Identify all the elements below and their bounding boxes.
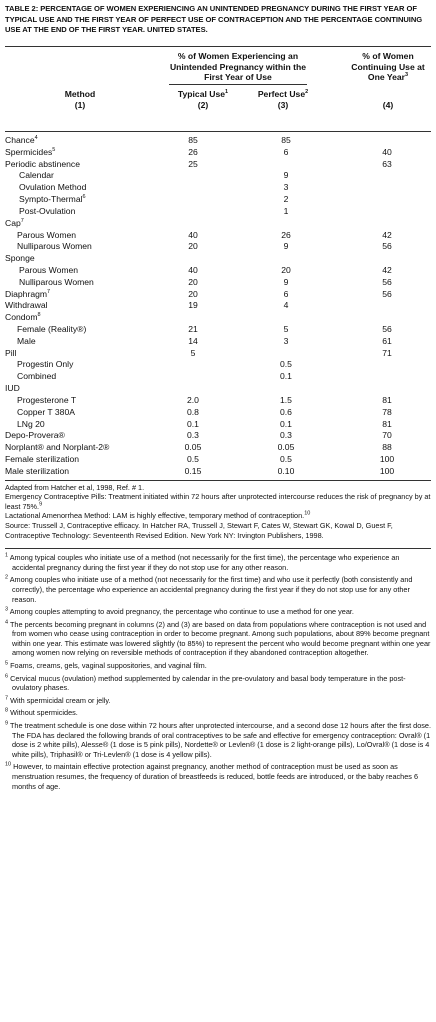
method-label: Method	[64, 89, 96, 99]
perfect-use-cell: 6	[283, 288, 289, 299]
method-cell	[17, 241, 92, 253]
method-cell	[19, 182, 86, 194]
footnote-ref: 7	[20, 217, 24, 224]
lam-text: Lactational Amenorrhea Method: LAM is highly effective, temporary method of contraception.	[5, 511, 305, 521]
footnote-text: The percents becoming pregnant in columns (2) and (3) are based on data from populations where contraception is not used and from women who cease using contraception in order to become pregnant. Among such populations, about 89% become pregnant within one year. This estimate was lowered slightly (to 85%) to represent the percent who would become pregnant within one year among women now relying on reversible methods of contraception if they abandoned contraception altogether.	[9, 619, 431, 658]
table-row	[5, 147, 431, 159]
continuing-use-cell: 88	[382, 442, 392, 453]
table-row	[5, 253, 431, 265]
perfect-sup: 2	[305, 89, 309, 96]
method-name: Diaphragm	[5, 288, 48, 299]
footnote-ref: 7	[47, 288, 51, 295]
method-cell	[17, 359, 73, 371]
continuing-use-sup: 3	[405, 72, 409, 79]
typical-use-cell: 20	[188, 241, 198, 252]
lam-sup: 10	[304, 510, 311, 517]
table-row	[5, 442, 431, 454]
continuing-use-label: % of Women Continuing Use at One Year	[351, 51, 425, 83]
method-cell	[19, 170, 54, 182]
ecp-sup: 9	[39, 501, 43, 508]
method-cell	[17, 324, 86, 336]
perfect-use-cell: 0.3	[280, 430, 292, 441]
table-row	[5, 277, 431, 289]
typical-use-cell: 0.15	[184, 465, 202, 476]
table-row	[5, 265, 431, 277]
perfect-use-cell: 1.5	[280, 394, 292, 405]
footnote-number: 3	[5, 606, 9, 613]
method-cell	[19, 206, 75, 218]
typical-use-cell: 0.8	[187, 406, 199, 417]
continuing-use-cell: 56	[382, 276, 392, 287]
footnote-ref: 5	[52, 146, 56, 153]
method-cell	[5, 383, 20, 395]
method-name: Male sterilization	[5, 465, 69, 476]
table-row	[5, 324, 431, 336]
footnote	[5, 696, 431, 706]
method-cell	[19, 194, 86, 206]
method-cell	[17, 395, 76, 407]
method-cell	[5, 218, 24, 230]
table-row	[5, 348, 431, 360]
table-row	[5, 170, 431, 182]
table-row	[5, 194, 431, 206]
table-row	[5, 336, 431, 348]
table-caption: TABLE 2: PERCENTAGE OF WOMEN EXPERIENCING AN UNINTENDED PREGNANCY DURING THE FIRST YEAR OF TYPICAL USE AND THE FIRST YEAR OF PERFECT USE OF CONTRACEPTION AND THE PERCENTAGE CONTINUING USE AT THE END OF THE FIRST YEAR. UNITED STATES.	[5, 4, 423, 35]
typical-use-cell: 19	[188, 300, 198, 311]
footnote-number: 5	[5, 660, 9, 667]
perfect-use-cell: 3	[283, 335, 289, 346]
method-name: LNg 20	[17, 418, 45, 429]
table-row	[5, 218, 431, 230]
footnote-text: Among couples who initiate use of a method (not necessarily for the first time) and who use it perfectly (both consistently and correctly), the percentage who experience an accidental pregnancy during the first year if they do not stop use for any other reason.	[9, 575, 413, 604]
perfect-use-cell: 0.5	[280, 359, 292, 370]
typical-use-cell: 40	[188, 264, 198, 275]
continuing-use-cell: 78	[382, 406, 392, 417]
perfect-use-cell: 9	[283, 170, 289, 181]
table-body	[5, 132, 431, 481]
typical-use-header	[163, 89, 243, 111]
table-row	[5, 395, 431, 407]
method-name: Female sterilization	[5, 453, 80, 464]
footnote-number: 10	[5, 761, 12, 768]
table-row	[5, 241, 431, 253]
method-name: Male	[17, 335, 36, 346]
pregnancy-group-label: % of Women Experiencing an Unintended Pregnancy within the First Year of Use	[169, 51, 307, 83]
method-name: Norplant® and Norplant-2®	[5, 442, 110, 453]
perfect-use-cell: 4	[283, 300, 289, 311]
footnote-number: 7	[5, 695, 9, 702]
method-column-header	[5, 89, 155, 111]
adapted-note: Adapted from Hatcher et al, 1998, Ref. # 1.	[5, 482, 145, 492]
method-name: Depo-Provera®	[5, 430, 65, 441]
method-num: (1)	[74, 100, 86, 110]
perfect-use-cell: 2	[283, 194, 289, 205]
footnote-number: 9	[5, 720, 9, 727]
perfect-use-cell: 9	[283, 241, 289, 252]
perfect-use-cell: 6	[283, 146, 289, 157]
footnote	[5, 620, 431, 658]
perfect-use-cell: 0.1	[280, 371, 292, 382]
typical-num: (2)	[197, 100, 209, 110]
typical-use-cell: 5	[190, 347, 196, 358]
perfect-use-cell: 0.6	[280, 406, 292, 417]
method-name: Combined	[17, 371, 57, 382]
method-cell	[17, 371, 56, 383]
table-notes	[5, 481, 431, 541]
table-row	[5, 383, 431, 395]
method-cell	[17, 230, 76, 242]
method-cell	[5, 466, 69, 478]
footnote	[5, 575, 431, 604]
footnote-ref: 6	[82, 194, 86, 201]
table-row	[5, 206, 431, 218]
typical-use-cell: 0.3	[187, 430, 199, 441]
continuing-use-cell: 81	[382, 394, 392, 405]
table-row	[5, 312, 431, 324]
typical-use-cell: 14	[188, 335, 198, 346]
footnote-text: Among typical couples who initiate use of a method (not necessarily for the first time), the percentage who experience an accidental pregnancy during the first year if they do not stop use for any other reason.	[9, 553, 400, 572]
table-row	[5, 230, 431, 242]
typical-use-cell: 25	[188, 158, 198, 169]
table-row	[5, 419, 431, 431]
method-cell	[5, 454, 79, 466]
group-underline	[169, 84, 307, 85]
continuing-use-cell: 61	[382, 335, 392, 346]
method-name: IUD	[5, 383, 20, 394]
perfect-use-cell: 5	[283, 324, 289, 334]
col4-num: (4)	[382, 100, 394, 110]
method-cell	[5, 159, 80, 171]
perfect-use-cell: 0.05	[277, 442, 295, 453]
table-row	[5, 300, 431, 312]
typical-use-cell: 21	[188, 324, 198, 334]
footnote-text: Without spermicides.	[10, 708, 78, 718]
perfect-use-cell: 1	[283, 205, 289, 216]
typical-use-cell: 20	[188, 288, 198, 299]
method-cell	[17, 336, 36, 348]
perfect-num: (3)	[277, 100, 289, 110]
continuing-use-cell: 40	[382, 146, 392, 157]
table-row	[5, 159, 431, 171]
footnote	[5, 553, 431, 572]
source-note: Source: Trussell J, Contraceptive efficacy. In Hatcher RA, Trussell J, Stewart F, Cates W, Stewart GK, Kowal D, Guest F, Contraceptive Technology: Seventeenth Revised Edition. New York NY: Irvington Publishers, 1998.	[5, 520, 393, 540]
method-cell	[5, 147, 55, 159]
method-name: Parous Women	[17, 229, 77, 240]
continuing-use-cell: 70	[382, 430, 392, 441]
method-cell	[5, 430, 65, 442]
method-cell	[5, 253, 35, 265]
footnotes	[5, 548, 431, 791]
footnote-number: 6	[5, 673, 9, 680]
typical-use-cell: 26	[188, 146, 198, 157]
perfect-use-cell: 0.5	[280, 453, 292, 464]
footnote-ref: 4	[34, 135, 38, 142]
ecp-text: Emergency Contraceptive Pills: Treatment initiated within 72 hours after unprotected intercourse reduces the risk of pregnancy by at least 75%.	[5, 492, 431, 511]
footnote	[5, 674, 431, 693]
typical-label: Typical Use	[177, 89, 226, 99]
table-row	[5, 135, 431, 147]
footnote	[5, 708, 431, 718]
method-cell	[5, 289, 50, 301]
footnote	[5, 721, 431, 759]
method-name: Nulliparous Women	[17, 241, 92, 252]
method-cell	[5, 312, 41, 324]
footnote-number: 2	[5, 574, 9, 581]
method-cell	[17, 419, 45, 431]
method-name: Nulliparous Women	[19, 276, 94, 287]
method-name: Post-Ovulation	[19, 205, 76, 216]
method-name: Female (Reality®)	[17, 324, 87, 334]
footnote-text: Among couples attempting to avoid pregnancy, the percentage who continue to use a method for one year.	[9, 607, 354, 617]
table-row	[5, 407, 431, 419]
ecp-note	[5, 492, 431, 511]
continuing-use-header	[345, 51, 431, 83]
continuing-use-cell: 100	[379, 453, 395, 464]
method-name: Withdrawal	[5, 300, 48, 311]
footnote-text: However, to maintain effective protection against pregnancy, another method of contraception must be used as soon as menstruation resumes, the frequency of duration of breastfeeds is reduced, bottle feeds are introduced, or the baby reaches 6 months of age.	[12, 762, 419, 791]
continuing-use-cell: 56	[382, 324, 392, 334]
typical-use-cell: 85	[188, 135, 198, 145]
table-row	[5, 371, 431, 383]
method-name: Calendar	[19, 170, 54, 181]
table-row	[5, 466, 431, 478]
method-name: Ovulation Method	[19, 182, 87, 193]
lam-note	[5, 511, 431, 521]
perfect-use-cell: 0.1	[280, 418, 292, 429]
perfect-use-cell: 3	[283, 182, 289, 193]
table-row	[5, 182, 431, 194]
pregnancy-group-header	[163, 51, 313, 83]
continuing-use-cell: 63	[382, 158, 392, 169]
perfect-use-header	[243, 89, 323, 111]
perfect-use-cell: 0.10	[277, 465, 295, 476]
method-cell	[5, 442, 109, 454]
method-name: Pill	[5, 347, 17, 358]
table-row	[5, 430, 431, 442]
continuing-use-cell: 100	[379, 465, 395, 476]
continuing-use-cell: 81	[382, 418, 392, 429]
footnote-text: The treatment schedule is one dose within 72 hours after unprotected intercourse, and a second dose 12 hours after the first dose. The FDA has declared the following brands of oral contraceptives to be safe and effective for emergency contraception: Ovral® (1 dose is 2 white pills), Alesse® (1 dose is 5 pink pills), Nordette® or Levlen® (1 dose is 2 light-orange pills), Lo/Ovral® (1 dose is 4 white pills), Triphasil® or Tri-Levlen® (1 dose is 4 yellow pills).	[9, 721, 432, 759]
perfect-use-cell: 9	[283, 276, 289, 287]
footnote-number: 4	[5, 619, 9, 626]
method-name: Spermicides	[5, 146, 53, 157]
method-name: Condom	[5, 312, 38, 323]
typical-use-cell: 0.05	[184, 442, 202, 453]
method-cell	[17, 407, 75, 419]
method-name: Sympto-Thermal	[19, 194, 83, 205]
typical-use-cell: 20	[188, 276, 198, 287]
continuing-use-cell: 71	[382, 347, 392, 358]
method-cell	[19, 265, 78, 277]
footnote-text: Foams, creams, gels, vaginal suppositories, and vaginal film.	[10, 661, 207, 671]
method-name: Sponge	[5, 253, 35, 264]
method-name: Chance	[5, 135, 35, 145]
continuing-use-cell: 42	[382, 229, 392, 240]
footnote-text: With spermicidal cream or jelly.	[10, 695, 111, 705]
method-name: Copper T 380A	[17, 406, 75, 417]
method-cell	[5, 135, 38, 147]
method-cell	[19, 277, 94, 289]
perfect-use-cell: 85	[281, 135, 291, 145]
footnote	[5, 762, 431, 791]
footnote-number: 1	[5, 552, 9, 559]
footnote	[5, 661, 431, 671]
continuing-use-cell: 42	[382, 264, 392, 275]
method-name: Progesterone T	[17, 394, 77, 405]
table-row	[5, 454, 431, 466]
typical-use-cell: 0.5	[187, 453, 199, 464]
method-cell	[5, 300, 48, 312]
footnote-number: 8	[5, 708, 9, 715]
typical-use-cell: 0.1	[187, 418, 199, 429]
footnote-ref: 8	[37, 312, 41, 319]
perfect-use-cell: 26	[281, 229, 291, 240]
method-name: Cap	[5, 217, 21, 228]
perfect-label: Perfect Use	[257, 89, 306, 99]
method-name: Periodic abstinence	[5, 158, 81, 169]
perfect-use-cell: 20	[281, 264, 291, 275]
table-header	[5, 46, 431, 132]
method-name: Progestin Only	[17, 359, 74, 370]
table-row	[5, 289, 431, 301]
method-name: Parous Women	[19, 264, 79, 275]
method-cell	[5, 348, 16, 360]
continuing-use-cell: 56	[382, 288, 392, 299]
typical-sup: 1	[225, 89, 229, 96]
footnote-text: Cervical mucus (ovulation) method supplemented by calendar in the pre-ovulatory and basal body temperature in the post-ovulatory phases.	[10, 673, 406, 693]
typical-use-cell: 40	[188, 229, 198, 240]
typical-use-cell: 2.0	[187, 394, 199, 405]
continuing-use-cell: 56	[382, 241, 392, 252]
table-row	[5, 359, 431, 371]
footnote	[5, 607, 431, 617]
